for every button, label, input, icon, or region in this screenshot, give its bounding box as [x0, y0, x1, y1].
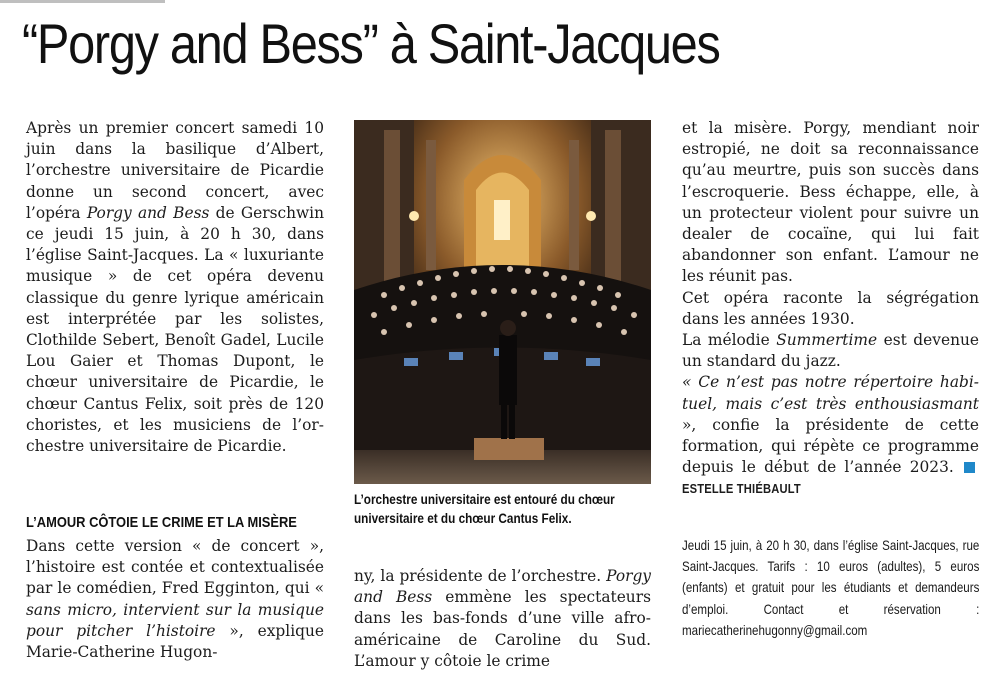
headline: “Porgy and Bess” à Saint-Jacques: [22, 12, 720, 75]
photo-caption: L’orchestre universitaire est entouré du chœur universitaire et du chœur Cantus Felix.: [354, 491, 615, 526]
paragraph-segregation: Cet opéra raconte la ségrégation dans les années 1930.: [682, 288, 979, 328]
paragraph-quote: [682, 372, 979, 499]
text-run: Après un premier concert samedi 10 juin dans la basilique d’Albert, l’orchestre universitaire de Picardie donne un second concert, avec l’opéra: [26, 119, 324, 222]
author-byline: ESTELLE THIÉBAULT: [682, 481, 801, 497]
practical-info: Jeudi 15 juin, à 20 h 30, dans l’église Saint-Jacques, rue Saint-Jacques. Tarifs : 10 euros (adultes), 5 euros (enfants) et gratuit pour les étudiants et demandeurs d’emploi. Contact et réservation : mariecatherinehugonny@gmail.com: [682, 537, 980, 638]
text-run: ny, la présidente de l’orchestre.: [354, 567, 607, 585]
text-run: de Gerschwin ce jeudi 15 juin, à 20 h 30, dans l’église Saint-Jacques. La « luxuriante musique » de cet opéra devenu classique du genre lyrique américain est interprétée par les solistes, Clothilde Sebert, Benoît Gadel, Lucile Lou Gaier et Thomas Dupont, le chœur universitaire de Picardie, le chœur Cantus Felix, soit près de 120 choristes, et les musiciens de l’orchestre universitaire de Picardie.: [26, 203, 325, 456]
top-rule: [0, 0, 165, 3]
paragraph-intro: [26, 118, 324, 457]
article-column-2-continued: [354, 566, 651, 672]
concert-photo: [354, 120, 651, 484]
opera-title: Porgy and Bess: [86, 203, 210, 222]
paragraph-plot: [354, 566, 651, 672]
text-run: La mélodie: [682, 331, 777, 350]
text-run: », explique Marie-Catherine Hugon-: [26, 621, 324, 662]
quote: sans micro, intervient sur la musique pour pitcher l’histoire: [26, 600, 324, 640]
author-square-icon: [964, 462, 975, 473]
text-run: Dans cette version « de concert », l’histoire est contée et contextualisée par le comédien, Fred Egginton, qui «: [26, 537, 324, 598]
opera-title: Porgy and Bess: [354, 567, 651, 607]
article-column-1-continued: [26, 536, 324, 663]
church-orchestra-illustration: [354, 120, 651, 484]
song-title: Summertime: [776, 331, 878, 350]
section-subheading: L’AMOUR CÔTOIE LE CRIME ET LA MISÈRE: [26, 514, 297, 531]
text-run: », confie la présidente de cette formation, qui répète ce programme depuis le début de l’année 2023.: [682, 415, 979, 477]
paragraph-version: [26, 536, 324, 663]
article-column-3: [682, 118, 979, 500]
text-run: est devenue un standard du jazz.: [682, 331, 979, 371]
text-run: emmène les spectateurs dans les bas-fonds d’une ville afro-américaine de Caroline du Sud. L’amour y côtoie le crime: [354, 588, 651, 670]
paragraph-summertime: [682, 330, 979, 372]
article-column-1: [26, 118, 324, 457]
quote: « Ce n’est pas notre répertoire habituel, mais c’est très enthousiasmant: [682, 373, 979, 413]
paragraph-story: et la misère. Porgy, mendiant noir estropié, ne doit sa reconnaissance qu’au meurtre, puis son succès dans l’escroquerie. Bess échappe, elle, à un protecteur violent pour suivre un dealer de cocaïne, qui lui fait abandonner son enfant. L’amour ne les réunit pas.: [682, 119, 979, 286]
